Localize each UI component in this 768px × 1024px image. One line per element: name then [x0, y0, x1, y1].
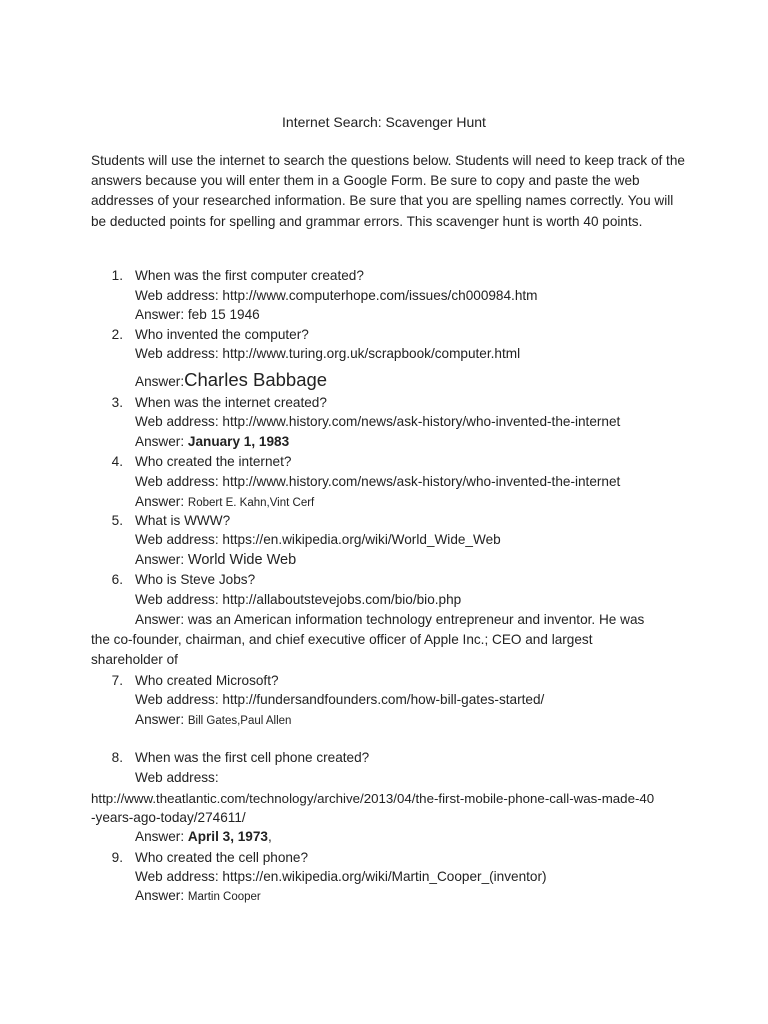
answer-line [135, 886, 261, 907]
answer-line [135, 710, 291, 731]
web-address-label: Web address: [135, 692, 219, 707]
web-address-value: https://en.wikipedia.org/wiki/Martin_Cooper_(inventor) [222, 869, 547, 884]
web-address-value: http://www.history.com/news/ask-history/who-invented-the-internet [222, 474, 621, 489]
answer-continuation: the co-founder, chairman, and chief executive officer of Apple Inc.; CEO and largest [91, 632, 593, 647]
answer-label: Answer: [135, 612, 185, 627]
question-text: Who created Microsoft? [135, 673, 279, 688]
item-number: 5. [111, 513, 123, 528]
question-text: Who invented the computer? [135, 327, 309, 342]
answer-label: Answer: [135, 307, 185, 322]
answer-value: feb 15 1946 [187, 307, 260, 322]
answer-label: Answer: [135, 552, 185, 567]
answer-line [135, 305, 260, 325]
web-address-continuation: -years-ago-today/274611/ [91, 810, 246, 825]
web-address-label: Web address: [135, 474, 219, 489]
web-address-value: http://fundersandfounders.com/how-bill-gates-started/ [222, 692, 545, 707]
answer-value: Martin Cooper [187, 891, 261, 903]
question-text: Who is Steve Jobs? [135, 572, 256, 587]
answer-line [135, 492, 314, 513]
web-address-label: Web address: [135, 532, 219, 547]
answer-label: Answer: [135, 434, 185, 449]
answer-value: was an American information technology entrepreneur and inventor. He was [187, 612, 645, 627]
item-number: 1. [111, 268, 123, 283]
answer-label: Answer: [135, 888, 185, 903]
web-address-value: http://allaboutstevejobs.com/bio/bio.php [222, 592, 462, 607]
answer-line [135, 610, 644, 630]
web-address-value: https://en.wikipedia.org/wiki/World_Wide_Web [222, 532, 501, 547]
web-address-value: http://www.computerhope.com/issues/ch000984.htm [222, 288, 538, 303]
web-address-line [135, 590, 461, 610]
web-address-value: http://www.theatlantic.com/technology/archive/2013/04/the-first-mobile-phone-call-was-made-40 [91, 791, 655, 806]
question-text: Who created the internet? [135, 454, 292, 469]
web-address-line [135, 690, 544, 710]
web-address-label: Web address: [135, 592, 219, 607]
web-address-line [135, 412, 620, 432]
question-text: What is WWW? [135, 513, 231, 528]
web-address-label: Web address: [135, 288, 219, 303]
web-address-line [135, 472, 620, 492]
item-number: 7. [111, 673, 123, 688]
answer-value: April 3, 1973 [187, 829, 268, 844]
answer-suffix: , [268, 829, 272, 844]
answer-label: Answer: [135, 374, 185, 389]
answer-value: Bill Gates,Paul Allen [187, 715, 292, 727]
web-address-line [135, 530, 501, 550]
intro-paragraph: Students will use the internet to search the questions below. Students will need to keep track of the answers because you will enter them in a Google Form. Be sure to copy and paste the web addresses of your researched information. Be sure that you are spelling names correctly. You will be deducted points for spelling and grammar errors. This scavenger hunt is worth 40 points. [91, 153, 685, 229]
web-address-label: Web address: [135, 414, 219, 429]
web-address-value: http://www.turing.org.uk/scrapbook/computer.html [222, 346, 521, 361]
answer-line [135, 550, 296, 570]
web-address-line [135, 344, 520, 364]
answer-value: Charles Babbage [184, 369, 328, 390]
web-address-label: Web address: [135, 346, 219, 361]
question-text: When was the first cell phone created? [135, 750, 370, 765]
answer-continuation: shareholder of [91, 652, 178, 667]
item-number: 2. [111, 327, 123, 342]
answer-line [135, 432, 289, 452]
question-text: When was the internet created? [135, 395, 327, 410]
web-address-label: Web address: [135, 770, 219, 785]
item-number: 6. [111, 572, 123, 587]
item-number: 3. [111, 395, 123, 410]
answer-value: World Wide Web [187, 552, 297, 568]
web-address-line [135, 867, 547, 887]
answer-label: Answer: [135, 494, 185, 509]
answer-value: Robert E. Kahn,Vint Cerf [187, 497, 315, 509]
item-number: 9. [111, 850, 123, 865]
item-number: 8. [111, 750, 123, 765]
item-number: 4. [111, 454, 123, 469]
web-address-value: http://www.history.com/news/ask-history/who-invented-the-internet [222, 414, 621, 429]
answer-value: January 1, 1983 [187, 434, 290, 449]
page-title: Internet Search: Scavenger Hunt [282, 114, 486, 130]
question-text: Who created the cell phone? [135, 850, 309, 865]
answer-line [135, 368, 327, 394]
web-address-label: Web address: [135, 869, 219, 884]
answer-label: Answer: [135, 712, 185, 727]
answer-label: Answer: [135, 829, 185, 844]
question-text: When was the first computer created? [135, 268, 364, 283]
web-address-line [135, 286, 538, 306]
answer-line [135, 827, 272, 847]
